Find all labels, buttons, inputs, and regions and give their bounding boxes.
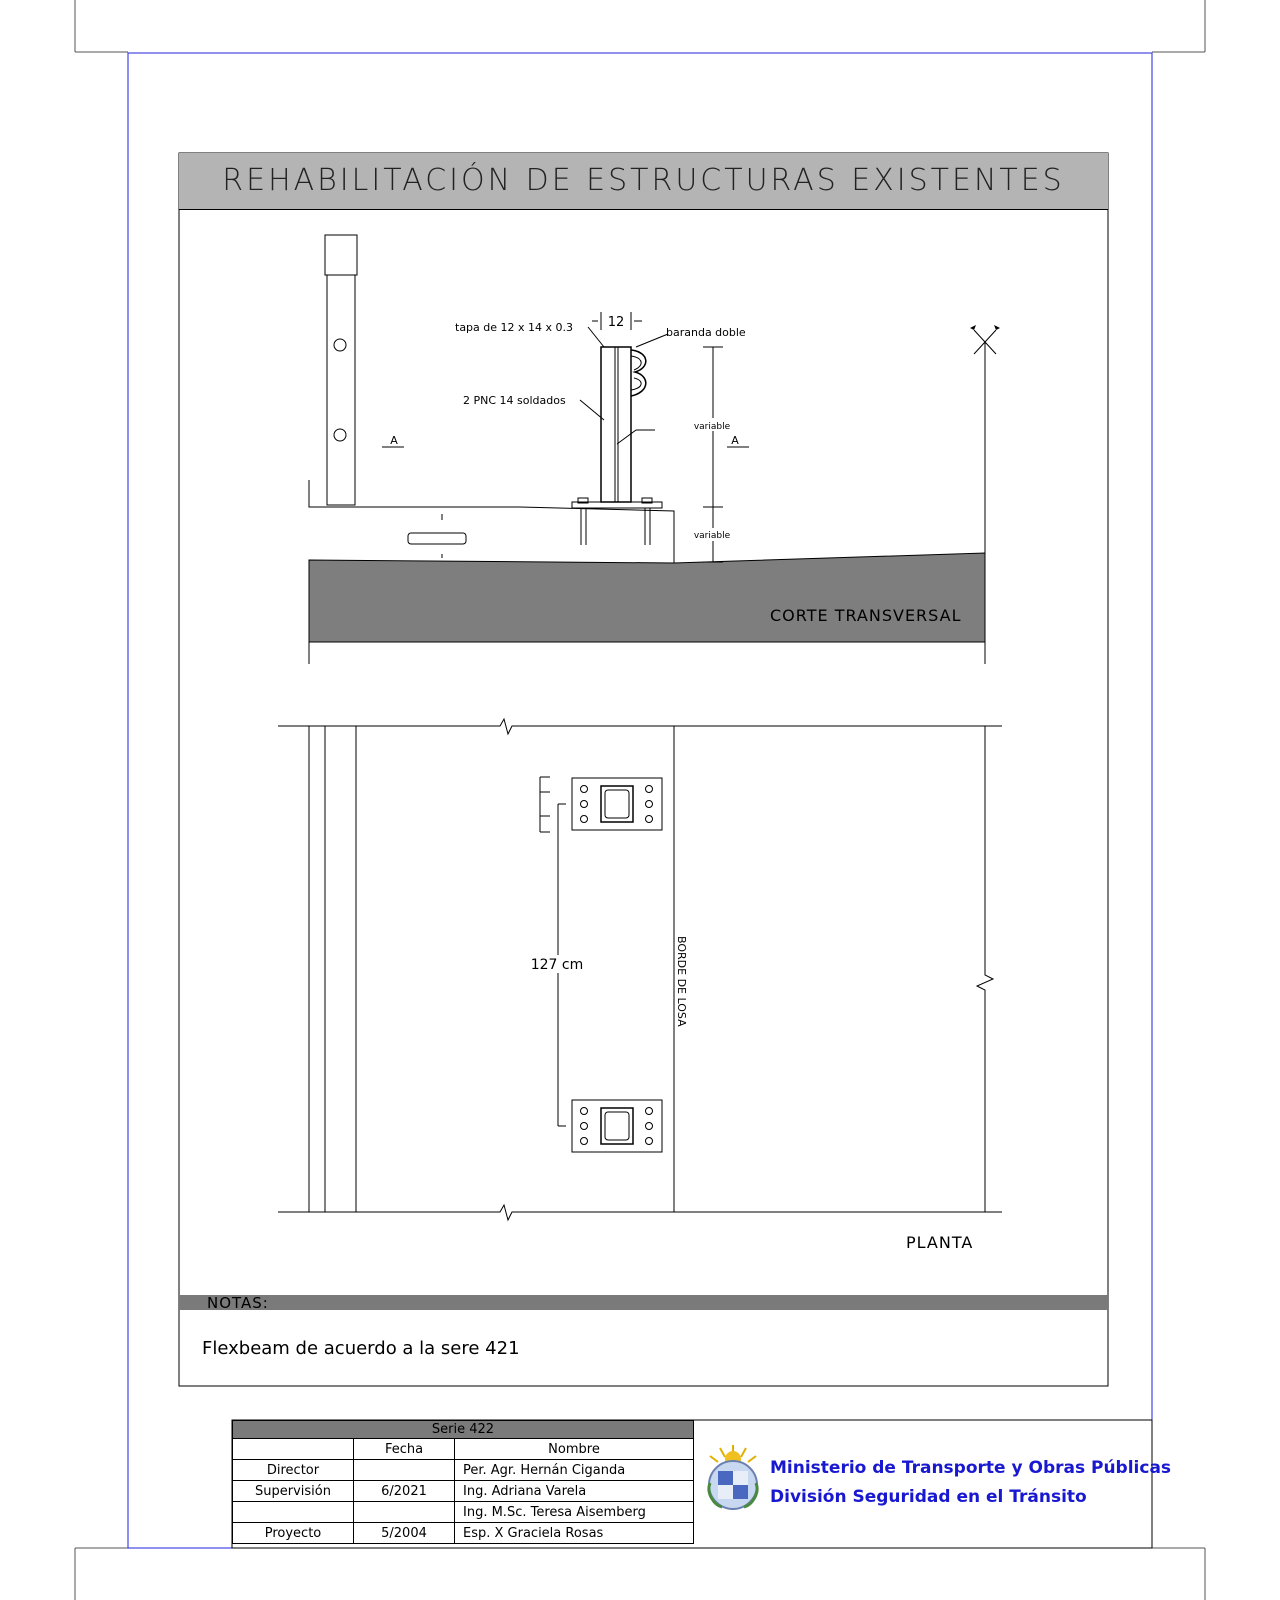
dim-width-12: 12 [607,315,625,330]
plan-view-drawing [0,700,1280,1260]
label-variable-upper: variable [693,422,731,432]
nombre-cell: Esp. X Graciela Rosas [455,1523,694,1544]
existing-post-cap [325,235,357,275]
label-pnc: 2 PNC 14 soldados [463,394,566,407]
ministry-line-2: División Seguridad en el Tránsito [770,1487,1087,1507]
role-cell: Supervisión [233,1481,354,1502]
label-spacing-127cm: 127 cm [530,957,584,973]
role-cell [233,1502,354,1523]
header-fecha: Fecha [354,1439,455,1460]
notes-text: Flexbeam de acuerdo a la sere 421 [202,1338,520,1359]
role-cell: Director [233,1460,354,1481]
serie-cell: Serie 422 [233,1421,694,1439]
label-corte-transversal: CORTE TRANSVERSAL [770,606,962,625]
header-nombre: Nombre [455,1439,694,1460]
plan-top-line [278,719,1002,734]
label-borde-de-losa: BORDE DE LOSA [675,936,688,1027]
nombre-cell: Per. Agr. Hernán Ciganda [455,1460,694,1481]
fecha-cell: 6/2021 [354,1481,455,1502]
fecha-cell [354,1460,455,1481]
title-block-table [232,1420,694,1544]
existing-post [327,275,355,505]
label-tapa: tapa de 12 x 14 x 0.3 [455,321,574,334]
role-cell: Proyecto [233,1523,354,1544]
label-baranda: baranda doble [666,326,746,339]
post-plate-top [572,778,662,830]
nombre-cell: Ing. M.Sc. Teresa Aisemberg [455,1502,694,1523]
ministry-line-1: Ministerio de Transporte y Obras Públicas [770,1458,1172,1478]
section-mark-a-right: A [731,434,739,447]
notes-bar [179,1295,1108,1310]
section-mark-a-left: A [390,434,398,447]
ministry-name [770,1454,1171,1512]
new-post [601,347,631,502]
slab-slot [408,533,466,544]
pavement-fill [309,553,985,642]
nombre-cell: Ing. Adriana Varela [455,1481,694,1502]
plan-bottom-line [278,1205,1002,1220]
label-planta: PLANTA [906,1233,974,1252]
cross-section-drawing [0,0,1280,700]
fecha-cell [354,1502,455,1523]
post-plate-bottom [572,1100,662,1152]
fecha-cell: 5/2004 [354,1523,455,1544]
notes-heading: NOTAS: [207,1294,269,1312]
drawing-title: REHABILITACIÓN DE ESTRUCTURAS EXISTENTES [222,163,1065,198]
coat-of-arms-icon [700,1443,766,1511]
label-variable-lower: variable [693,531,731,541]
